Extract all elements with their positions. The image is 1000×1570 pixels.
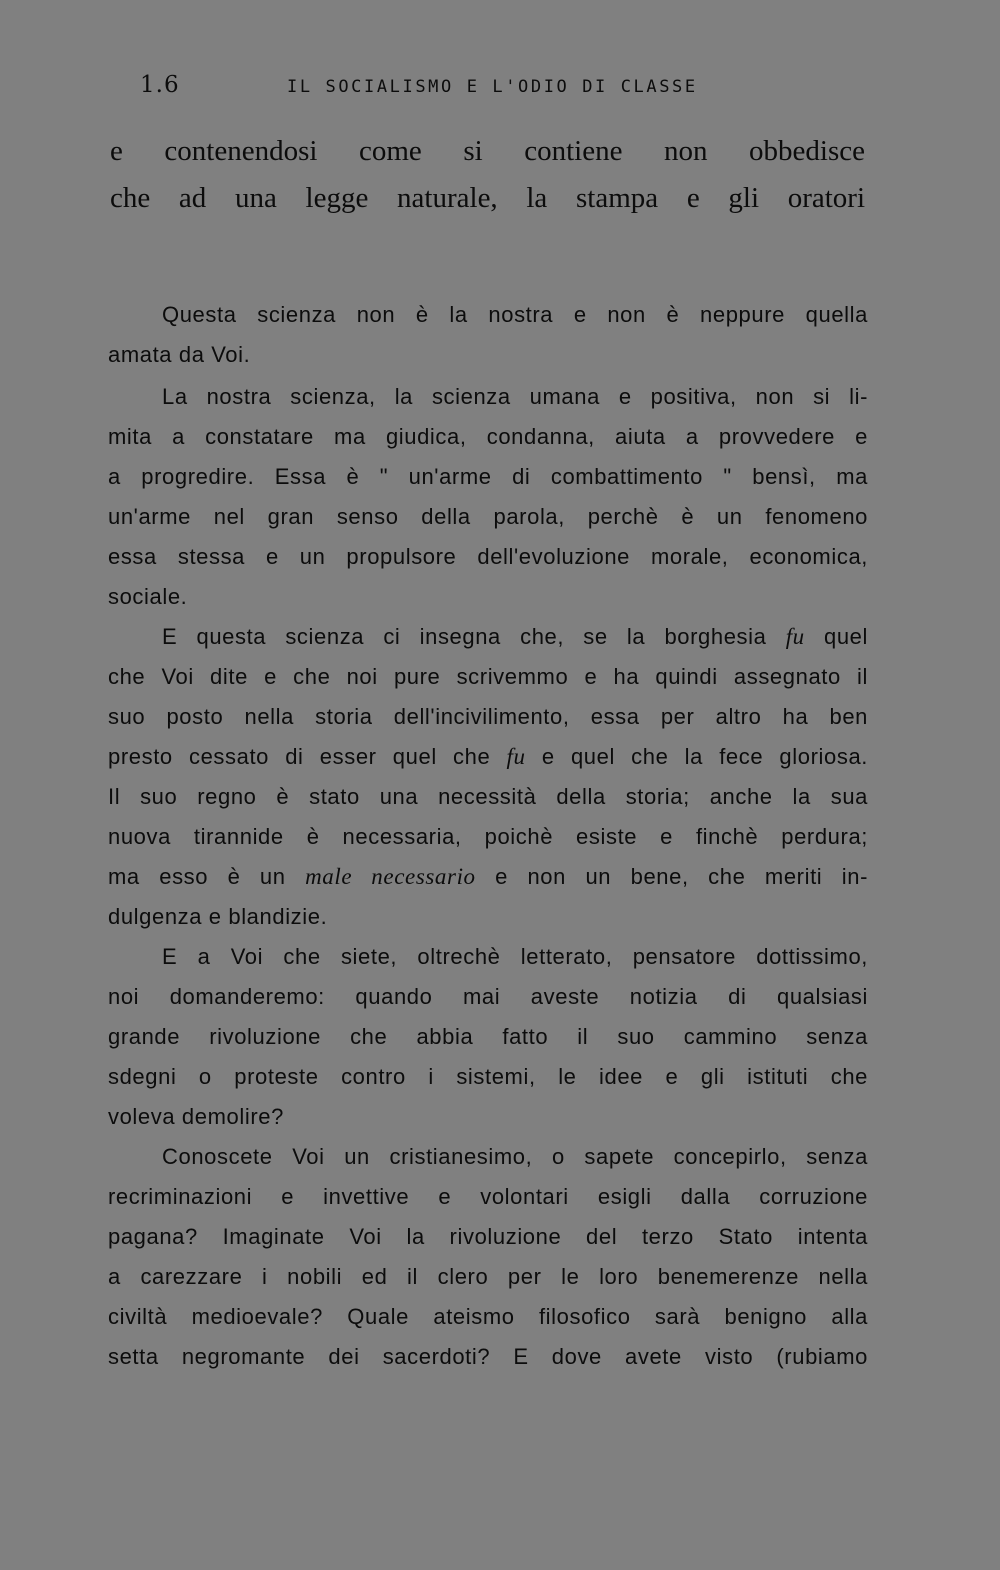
body-line: sociale. — [108, 584, 188, 609]
body-line: suo posto nella storia dell'incivilimento, essa per altro ha ben — [108, 704, 868, 729]
fragment-line-1: e contenendosi come si contiene non obbedisce — [110, 135, 865, 167]
body-line: setta negromante dei sacerdoti? E dove avete visto (rubiamo — [108, 1344, 868, 1369]
body-line: recriminazioni e invettive e volontari esigli dalla corruzione — [108, 1184, 868, 1209]
text-run: e quel che la fece gloriosa. — [525, 744, 868, 769]
body-line: noi domanderemo: quando mai aveste notizia di qualsiasi — [108, 984, 868, 1009]
body-line: a carezzare i nobili ed il clero per le loro benemerenze nella — [108, 1264, 868, 1289]
body-line: Conoscete Voi un cristianesimo, o sapete concepirlo, senza — [162, 1144, 868, 1169]
body-line: pagana? Imaginate Voi la rivoluzione del terzo Stato intenta — [108, 1224, 868, 1249]
body-line: che Voi dite e che noi pure scrivemmo e ha quindi assegnato il — [108, 664, 868, 689]
body-line: Il suo regno è stato una necessità della storia; anche la sua — [108, 784, 868, 809]
running-head: IL SOCIALISMO E L'ODIO DI CLASSE — [287, 77, 698, 97]
body-line: E a Voi che siete, oltrechè letterato, pensatore dottissimo, — [162, 944, 868, 969]
body-line: amata da Voi. — [108, 342, 251, 367]
italic-run: fu — [506, 744, 526, 769]
body-line — [108, 864, 868, 890]
body-line: dulgenza e blandizie. — [108, 904, 328, 929]
body-line: voleva demolire? — [108, 1104, 284, 1129]
text-run: presto cessato di esser quel che — [108, 744, 507, 769]
body-line: nuova tirannide è necessaria, poichè esiste e finchè perdura; — [108, 824, 868, 849]
body-line: mita a constatare ma giudica, condanna, aiuta a provvedere e — [108, 424, 868, 449]
body-line — [162, 624, 868, 650]
body-line: grande rivoluzione che abbia fatto il suo cammino senza — [108, 1024, 868, 1049]
body-line: Questa scienza non è la nostra e non è neppure quella — [162, 302, 868, 327]
text-run: e non un bene, che meriti in- — [475, 864, 868, 889]
fragment-line-2: che ad una legge naturale, la stampa e gli oratori — [110, 182, 865, 214]
text-run: ma esso è un — [108, 864, 306, 889]
italic-run: fu — [785, 624, 805, 649]
italic-run: male necessario — [305, 864, 476, 889]
body-line: civiltà medioevale? Quale ateismo filosofico sarà benigno alla — [108, 1304, 868, 1329]
body-line: a progredire. Essa è " un'arme di combattimento " bensì, ma — [108, 464, 868, 489]
page-number: 1.6 — [140, 72, 180, 98]
body-line: sdegni o proteste contro i sistemi, le idee e gli istituti che — [108, 1064, 868, 1089]
text-run: E questa scienza ci insegna che, se la borghesia — [162, 624, 786, 649]
body-line: un'arme nel gran senso della parola, perchè è un fenomeno — [108, 504, 868, 529]
text-run: quel — [804, 624, 868, 649]
body-line: essa stessa e un propulsore dell'evoluzione morale, economica, — [108, 544, 868, 569]
body-line: La nostra scienza, la scienza umana e positiva, non si li- — [162, 384, 868, 409]
body-line — [108, 744, 868, 770]
